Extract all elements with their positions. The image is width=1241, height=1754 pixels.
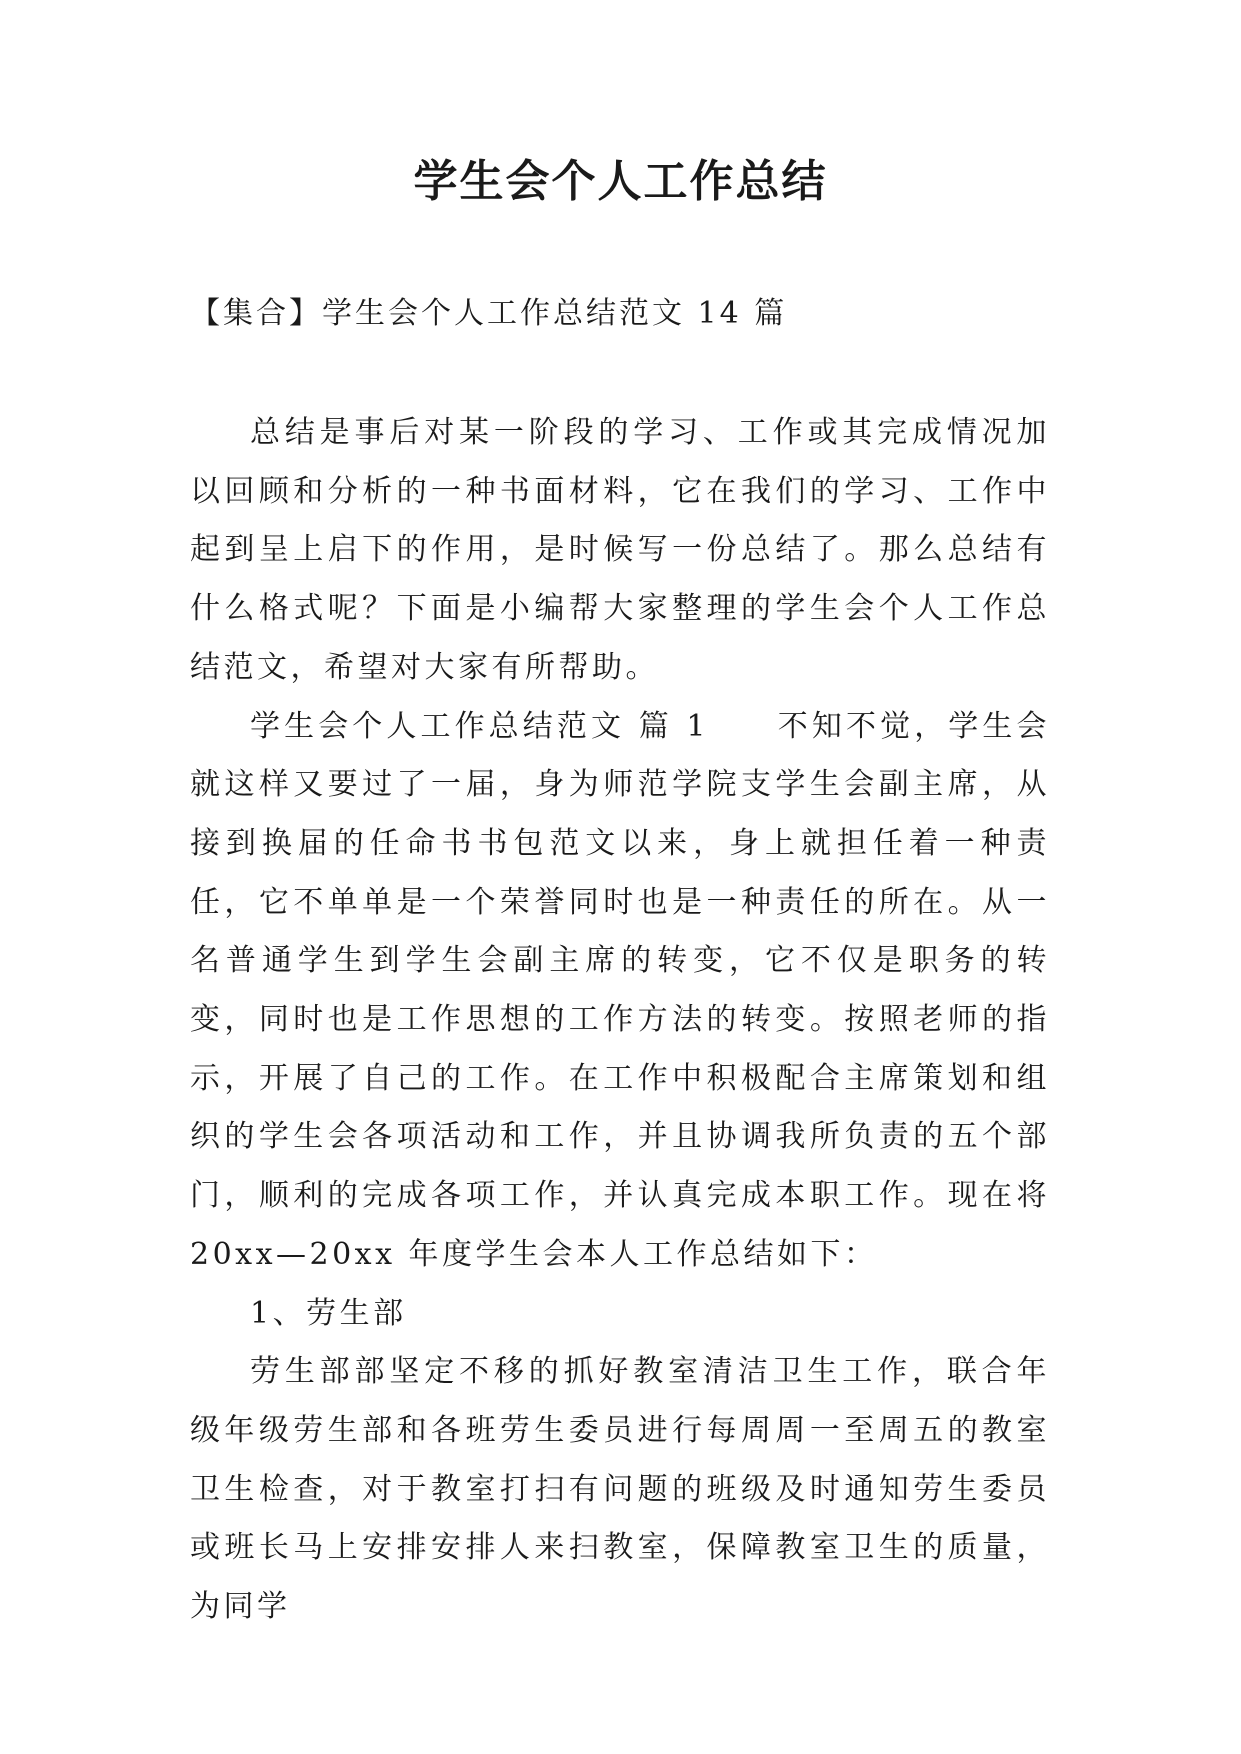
labor-department-paragraph: 劳生部部坚定不移的抓好教室清洁卫生工作，联合年级年级劳生部和各班劳生委员进行每周周一至周五的教室卫生检查，对于教室打扫有问题的班级及时通知劳生委员或班长马上安排安排人来扫教室，保障教室卫生的质量，为同学 (190, 1354, 1050, 1625)
document-body (190, 404, 1050, 1637)
intro-paragraph: 总结是事后对某一阶段的学习、工作或其完成情况加以回顾和分析的一种书面材料，它在我们的学习、工作中起到呈上启下的作用，是时候写一份总结了。那么总结有什么格式呢？下面是小编帮大家整理的学生会个人工作总结范文，希望对大家有所帮助。 (190, 415, 1050, 685)
document-subtitle: 【集合】学生会个人工作总结范文 14 篇 (190, 296, 788, 331)
section-1-paragraph: 学生会个人工作总结范文 篇 1 不知不觉，学生会就这样又要过了一届，身为师范学院支学生会副主席，从接到换届的任命书书包范文以来，身上就担任着一种责任，它不单单是一个荣誉同时也是一种责任的所在。从一名普通学生到学生会副主席的转变，它不仅是职务的转变，同时也是工作思想的工作方法的转变。按照老师的指示，开展了自己的工作。在工作中积极配合主席策划和组织的学生会各项活动和工作，并且协调我所负责的五个部门，顺利的完成各项工作，并认真完成本职工作。现在将 20xx—20xx 年度学生会本人工作总结如下： (190, 708, 1050, 1272)
labor-department-heading: 1、劳生部 (250, 1295, 407, 1331)
document-title: 学生会个人工作总结 (413, 156, 828, 207)
